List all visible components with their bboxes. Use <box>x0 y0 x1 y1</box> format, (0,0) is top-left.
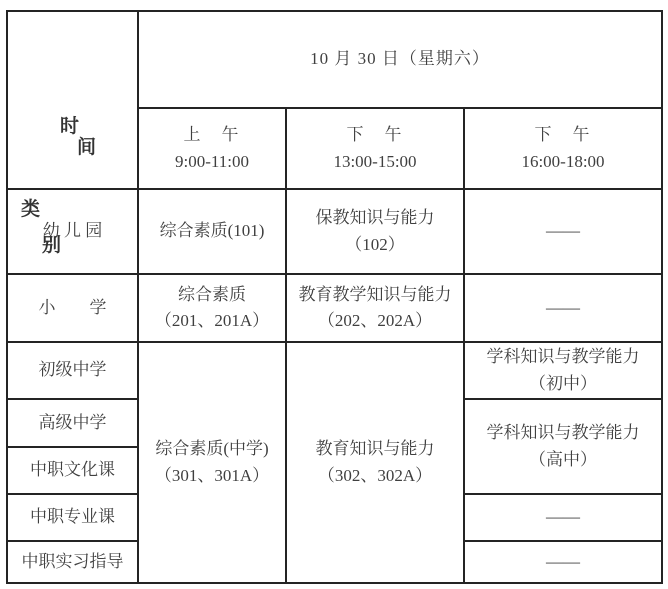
cell-vocational-internship-afternoon-late-empty: —— <box>464 541 662 583</box>
subject-code-line: （201、201A） <box>154 311 270 330</box>
row-junior-middle <box>7 342 662 399</box>
session-period-label: 下 午 <box>346 125 404 145</box>
subject-code-line: （202、202A） <box>317 311 433 330</box>
corner-category-label-char2: 别 <box>42 235 62 256</box>
session-header-morning <box>138 108 286 189</box>
cell-middle-group-afternoon-early <box>286 342 464 583</box>
cell-middle-group-morning <box>138 342 286 583</box>
cell-kindergarten-afternoon-late-empty: —— <box>464 189 662 274</box>
cell-vocational-major-afternoon-late-empty: —— <box>464 494 662 541</box>
cell-junior-middle-afternoon-late <box>464 342 662 399</box>
exam-schedule-table <box>6 10 663 584</box>
exam-date-header: 10 月 30 日（星期六） <box>138 11 662 108</box>
subject-code-line: （102） <box>345 234 405 254</box>
session-time-label: 16:00-18:00 <box>521 151 605 171</box>
session-header-afternoon-early <box>286 108 464 189</box>
cell-primary-afternoon-late-empty: —— <box>464 274 662 342</box>
row-label-vocational-culture: 中职文化课 <box>7 447 138 494</box>
date-header-row <box>7 11 662 108</box>
row-label-kindergarten: 幼 儿 园 <box>7 189 138 274</box>
subject-line: 保教知识与能力 <box>315 208 435 228</box>
session-period-label: 下 午 <box>534 125 592 145</box>
subject-code-line: （初中） <box>529 373 597 393</box>
subject-line: 学科知识与教学能力 <box>486 423 640 443</box>
subject-line: 综合素质(中学) <box>155 439 269 459</box>
cell-kindergarten-morning: 综合素质(101) <box>138 189 286 274</box>
cell-primary-morning <box>138 274 286 342</box>
cell-kindergarten-afternoon-early <box>286 189 464 274</box>
subject-line: 教育教学知识与能力 <box>298 284 452 304</box>
cell-senior-middle-afternoon-late <box>464 399 662 494</box>
row-primary-school <box>7 274 662 342</box>
cell-primary-afternoon-early <box>286 274 464 342</box>
subject-line: 学科知识与教学能力 <box>486 347 640 367</box>
subject-code-line: （301、301A） <box>154 465 270 485</box>
subject-code-line: （高中） <box>529 449 597 469</box>
corner-time-label-char2: 间 <box>77 137 97 158</box>
row-label-senior-middle: 高级中学 <box>7 399 138 447</box>
corner-category-label-char1: 类 <box>21 199 41 220</box>
subject-line: 综合素质 <box>178 284 246 304</box>
session-time-label: 9:00-11:00 <box>175 151 249 171</box>
subject-code-line: （302、302A） <box>317 465 433 485</box>
row-label-vocational-major: 中职专业课 <box>7 494 138 541</box>
session-period-label: 上 午 <box>183 125 241 145</box>
session-time-label: 13:00-15:00 <box>333 151 417 171</box>
session-header-afternoon-late <box>464 108 662 189</box>
corner-time-label-char1: 时 <box>60 116 80 137</box>
row-label-vocational-internship: 中职实习指导 <box>7 541 138 583</box>
row-kindergarten <box>7 189 662 274</box>
row-label-primary-school: 小 学 <box>7 274 138 342</box>
row-label-junior-middle: 初级中学 <box>7 342 138 399</box>
subject-line: 教育知识与能力 <box>315 439 435 459</box>
